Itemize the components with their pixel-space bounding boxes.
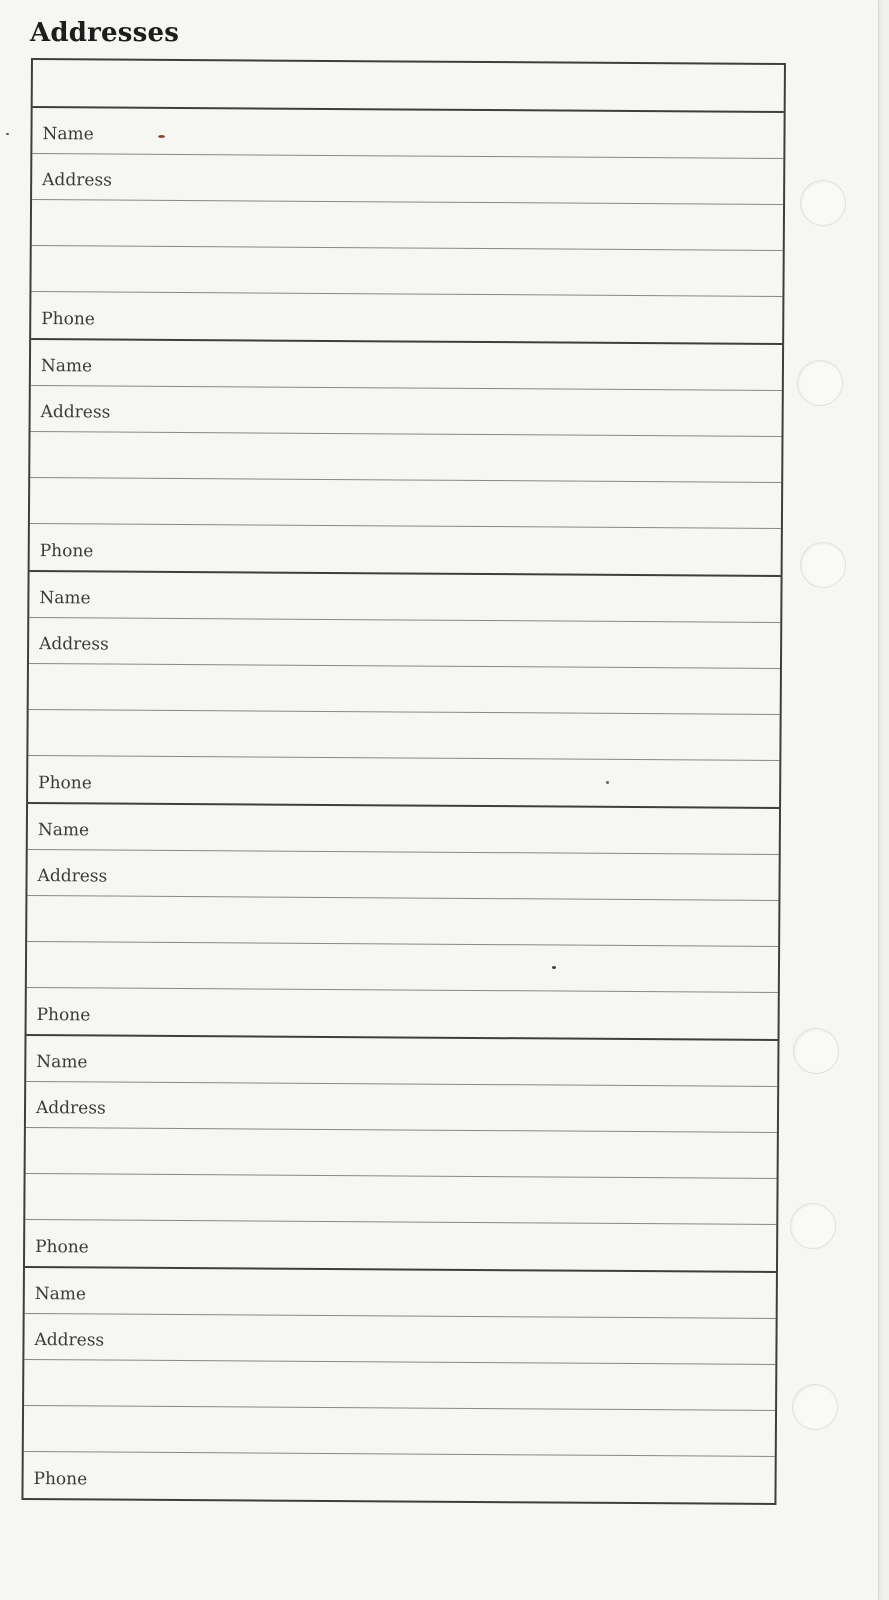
name-row[interactable]	[26, 1036, 777, 1087]
address-entry	[27, 804, 780, 1041]
name-label: Name	[42, 124, 94, 145]
phone-label: Phone	[35, 1237, 89, 1258]
phone-row[interactable]	[31, 292, 782, 343]
binder-hole	[800, 542, 846, 588]
address-row[interactable]	[26, 1082, 777, 1133]
ink-speck	[606, 781, 609, 784]
address-label: Address	[40, 402, 111, 423]
ink-speck	[158, 135, 165, 138]
name-label: Name	[36, 1052, 88, 1073]
address-label: Address	[35, 1098, 106, 1119]
address-entry	[30, 340, 783, 577]
binder-hole	[797, 360, 843, 406]
address-line[interactable]	[30, 478, 781, 529]
binder-hole	[792, 1384, 838, 1430]
name-row[interactable]	[29, 572, 780, 623]
address-row[interactable]	[32, 154, 783, 205]
name-label: Name	[34, 1284, 87, 1305]
address-entry	[23, 1268, 776, 1503]
address-line[interactable]	[29, 664, 780, 715]
phone-row[interactable]	[25, 1220, 776, 1271]
address-line[interactable]	[28, 710, 779, 761]
address-line[interactable]	[24, 1406, 775, 1457]
name-row[interactable]	[25, 1268, 776, 1319]
address-label: Address	[42, 170, 112, 191]
binder-hole	[800, 180, 846, 226]
header-band	[33, 60, 784, 113]
address-line[interactable]	[26, 1128, 777, 1179]
phone-label: Phone	[33, 1469, 88, 1490]
address-entry	[31, 108, 784, 345]
address-row[interactable]	[29, 618, 780, 669]
address-line[interactable]	[24, 1360, 775, 1411]
address-line[interactable]	[27, 942, 778, 993]
address-line[interactable]	[30, 432, 781, 483]
address-entry	[25, 1036, 778, 1273]
name-label: Name	[39, 588, 91, 609]
page-title: Addresses	[30, 18, 180, 48]
address-label: Address	[39, 634, 109, 655]
phone-label: Phone	[36, 1005, 91, 1026]
name-label: Name	[37, 820, 90, 841]
phone-label: Phone	[39, 541, 94, 562]
address-line[interactable]	[27, 896, 778, 947]
phone-label: Phone	[38, 773, 92, 794]
binder-hole	[790, 1203, 836, 1249]
phone-row[interactable]	[27, 988, 778, 1039]
ink-speck	[552, 966, 556, 969]
name-row[interactable]	[31, 340, 782, 391]
name-row[interactable]	[28, 804, 779, 855]
address-row[interactable]	[31, 386, 782, 437]
phone-label: Phone	[41, 309, 95, 330]
address-label: Address	[34, 1330, 105, 1351]
address-line[interactable]	[25, 1174, 776, 1225]
phone-row[interactable]	[23, 1452, 774, 1503]
address-form	[21, 58, 786, 1505]
address-row[interactable]	[27, 850, 778, 901]
address-label: Address	[37, 866, 108, 887]
name-row[interactable]	[32, 108, 783, 159]
address-entry	[28, 572, 781, 809]
binder-hole	[793, 1028, 839, 1074]
phone-row[interactable]	[30, 524, 781, 575]
address-line[interactable]	[32, 200, 783, 251]
ink-speck	[6, 133, 9, 135]
address-row[interactable]	[24, 1314, 775, 1365]
address-line[interactable]	[31, 246, 782, 297]
name-label: Name	[40, 356, 93, 377]
phone-row[interactable]	[28, 756, 779, 807]
